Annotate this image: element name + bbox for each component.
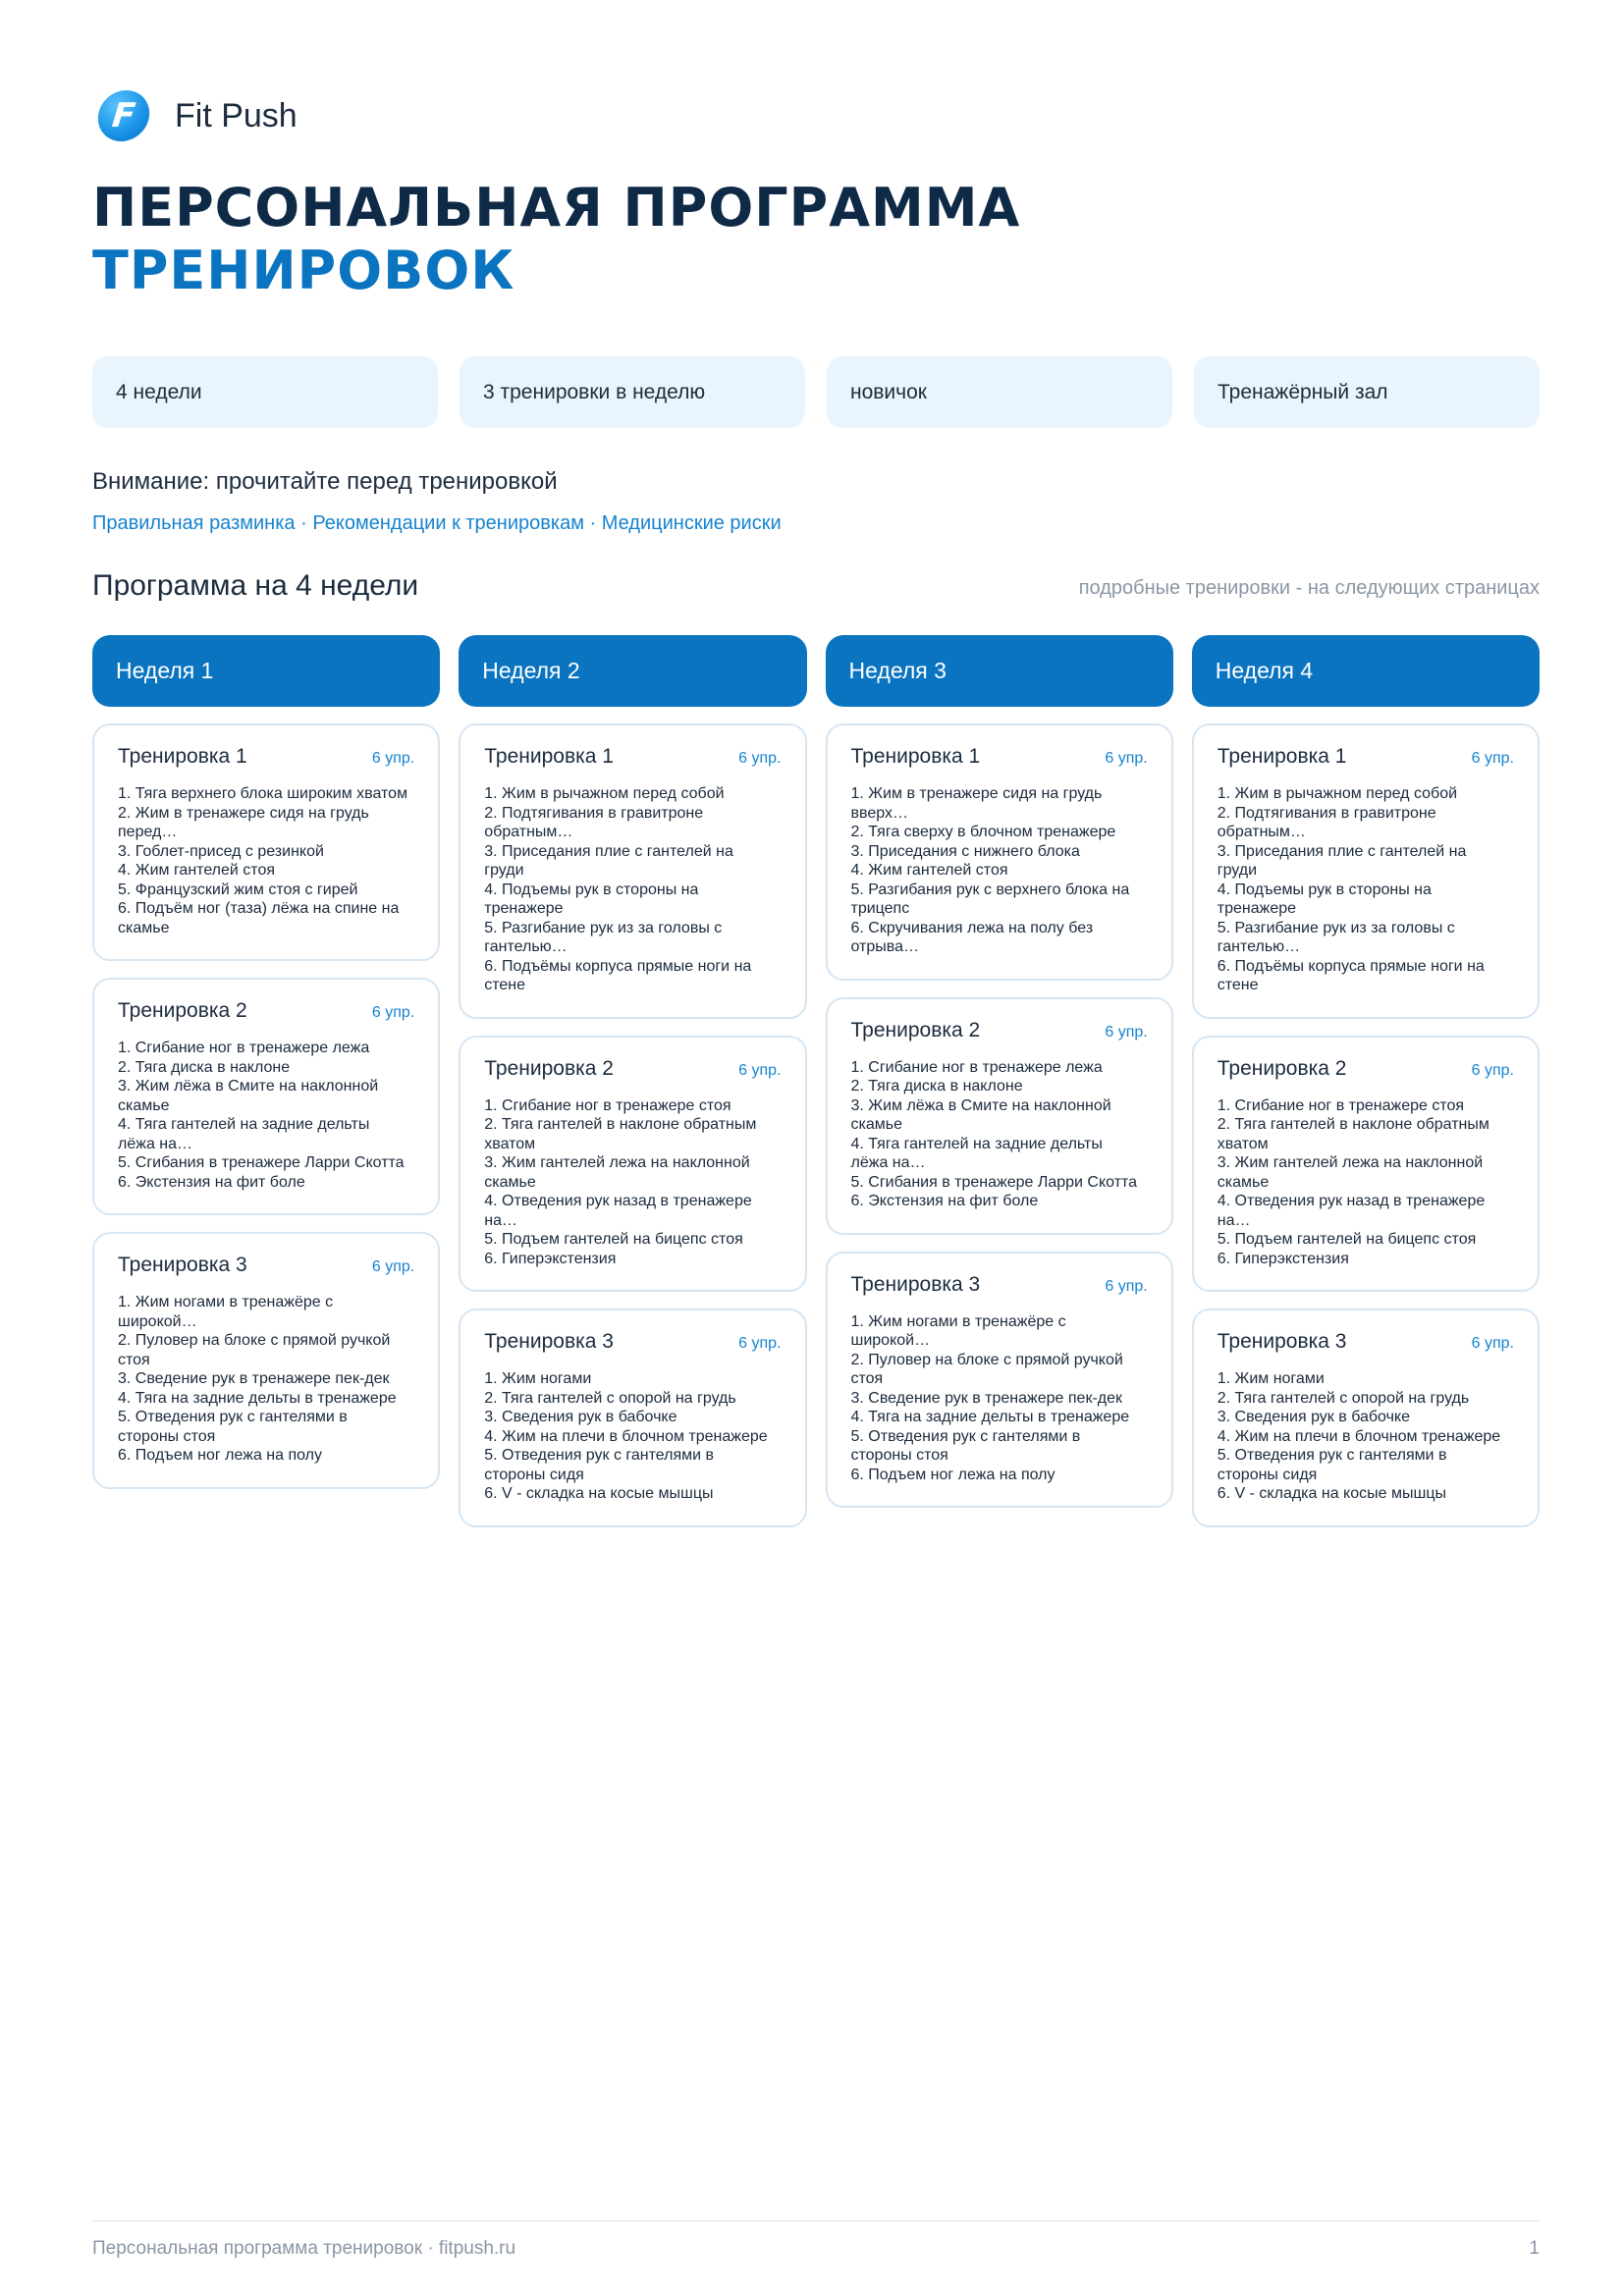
link-recommendations[interactable]: Рекомендации к тренировкам [312, 512, 584, 534]
exercise-line: 4. Тяга на задние дельты в тренажере [118, 1389, 397, 1407]
exercise-line: 3. Приседания с нижнего блока [850, 842, 1080, 860]
exercise-line: 6. Подъём ног (таза) лёжа на спине на [118, 900, 400, 917]
exercise-count-badge: 6 упр. [738, 750, 782, 767]
exercise-line: груди [484, 862, 524, 879]
exercise-line: 3. Сведения рук в бабочке [1217, 1409, 1411, 1425]
exercise-count-badge: 6 упр. [738, 1061, 782, 1079]
exercise-line: 3. Приседания плие с гантелей на [484, 842, 733, 860]
workout-card[interactable] [1192, 1036, 1540, 1293]
workout-card-header [484, 1330, 781, 1354]
exercise-line: обратным… [1217, 824, 1306, 840]
workout-card-header [851, 1019, 1148, 1042]
exercise-line: 3. Жим лёжа в Смите на наклонной [850, 1096, 1111, 1114]
workout-card-header [118, 999, 414, 1023]
exercise-line: стороны сидя [1217, 1466, 1318, 1483]
workout-card[interactable] [826, 1252, 1173, 1509]
exercise-count-badge: 6 упр. [1471, 1061, 1514, 1079]
weeks-grid [92, 635, 1540, 1527]
exercise-line: 6. Подъёмы корпуса прямые ноги на [1217, 957, 1485, 975]
workout-card-header [851, 1273, 1148, 1297]
workout-title: Тренировка 2 [850, 1018, 981, 1041]
page-title-line-2: ТРЕНИРОВОК [92, 240, 515, 301]
workout-card[interactable] [826, 997, 1173, 1235]
link-medical-risks[interactable]: Медицинские риски [601, 512, 782, 534]
exercise-line: 6. Экстензия на фит боле [850, 1193, 1039, 1209]
exercise-line: перед… [118, 824, 178, 840]
exercise-line: 3. Жим гантелей лежа на наклонной [484, 1154, 750, 1171]
workout-title: Тренировка 3 [1217, 1330, 1347, 1353]
exercise-line: 5. Подъем гантелей на бицепс стоя [1217, 1231, 1477, 1248]
workout-title: Тренировка 2 [1217, 1056, 1347, 1080]
exercise-line: 1. Сгибание ног в тренажере стоя [484, 1096, 731, 1114]
workout-card-header [851, 745, 1148, 769]
exercise-line: лёжа на… [118, 1135, 193, 1152]
workout-card[interactable] [92, 1232, 440, 1489]
exercise-line: стороны стоя [850, 1447, 948, 1464]
chip-location: Тренажёрный зал [1194, 356, 1540, 428]
week-column-1 [92, 635, 440, 1527]
workout-card-header [484, 1057, 781, 1081]
exercise-line: 5. Французский жим стоя с гирей [118, 881, 358, 898]
workout-title: Тренировка 2 [118, 999, 247, 1022]
exercise-line: лёжа на… [850, 1154, 926, 1171]
exercise-line: 2. Жим в тренажере сидя на грудь [118, 804, 369, 822]
week-column-2 [459, 635, 806, 1527]
link-separator: · [295, 512, 313, 534]
exercise-line: тренажере [484, 900, 564, 917]
exercise-line: 5. Отведения рук с гантелями в [1217, 1447, 1447, 1464]
exercise-count-badge: 6 упр. [371, 750, 415, 767]
exercise-line: хватом [484, 1135, 536, 1152]
exercise-line: 5. Сгибания в тренажере Ларри Скотта [850, 1173, 1138, 1191]
exercise-line: скамье [484, 1173, 536, 1191]
exercise-line: стороны сидя [484, 1466, 584, 1483]
exercise-line: 5. Отведения рук с гантелями в [484, 1447, 715, 1464]
exercise-line: хватом [1217, 1135, 1269, 1152]
chip-duration: 4 недели [92, 356, 438, 428]
program-note: подробные тренировки - на следующих страницах [1078, 577, 1540, 599]
workout-card[interactable] [459, 1308, 806, 1527]
program-title: Программа на 4 недели [92, 569, 419, 602]
brand [98, 90, 298, 141]
week-header: Неделя 2 [459, 635, 806, 707]
exercise-count-badge: 6 упр. [371, 1004, 415, 1021]
workout-card[interactable] [92, 723, 440, 961]
exercise-line: 1. Сгибание ног в тренажере стоя [1217, 1096, 1465, 1114]
workout-title: Тренировка 1 [484, 745, 614, 768]
exercise-line: скамье [118, 919, 170, 936]
exercise-line: 4. Тяга на задние дельты в тренажере [850, 1409, 1130, 1425]
exercise-line: 5. Сгибания в тренажере Ларри Скотта [118, 1154, 405, 1171]
exercise-line: 6. Экстензия на фит боле [118, 1173, 305, 1191]
workout-card[interactable] [92, 978, 440, 1215]
workout-card-header [1218, 1057, 1514, 1081]
week-header: Неделя 1 [92, 635, 440, 707]
exercise-count-badge: 6 упр. [1105, 1023, 1148, 1041]
brand-name: Fit Push [175, 96, 298, 134]
notice-links [92, 512, 782, 535]
exercise-line: 4. Жим на плечи в блочном тренажере [484, 1427, 768, 1445]
exercise-line: 1. Жим ногами [1217, 1370, 1325, 1387]
page-number: 1 [1529, 2238, 1540, 2259]
exercise-line: 6. Подъем ног лежа на полу [850, 1466, 1056, 1483]
exercise-line: стороны стоя [118, 1427, 216, 1445]
exercise-line: отрыва… [850, 938, 919, 955]
exercise-line: на… [1217, 1211, 1251, 1229]
exercise-count-badge: 6 упр. [1105, 1277, 1148, 1295]
exercise-line: 4. Жим гантелей стоя [850, 862, 1008, 879]
exercise-line: на… [484, 1211, 517, 1229]
workout-card[interactable] [459, 1036, 806, 1293]
exercise-line: 3. Сведение рук в тренажере пек-дек [850, 1389, 1122, 1407]
exercise-line: обратным… [484, 824, 573, 840]
program-summary-chips [92, 356, 1540, 428]
exercise-line: 5. Разгибание рук из за головы с [1217, 919, 1455, 936]
workout-title: Тренировка 1 [118, 745, 247, 768]
exercise-count-badge: 6 упр. [371, 1258, 415, 1275]
workout-card-header [118, 745, 414, 769]
exercise-line: 6. Подъёмы корпуса прямые ноги на [484, 957, 752, 975]
workout-title: Тренировка 1 [850, 745, 981, 768]
fit-push-logo-icon: F [95, 90, 151, 141]
workout-card-header [118, 1254, 414, 1277]
exercise-line: 2. Тяга гантелей в наклоне обратным [484, 1116, 757, 1133]
exercise-line: 2. Пуловер на блоке с прямой ручкой [850, 1351, 1123, 1368]
week-column-4 [1192, 635, 1540, 1527]
page-title-line-1: ПЕРСОНАЛЬНАЯ ПРОГРАММА [92, 177, 1021, 239]
exercise-line: 6. V - складка на косые мышцы [1217, 1485, 1446, 1502]
workout-title: Тренировка 1 [1217, 745, 1347, 768]
exercise-line: 1. Жим ногами [484, 1370, 592, 1387]
exercise-line: 1. Сгибание ног в тренажере лежа [118, 1040, 370, 1056]
week-header: Неделя 3 [826, 635, 1173, 707]
page-title [92, 177, 1020, 302]
exercise-line: 2. Тяга гантелей с опорой на грудь [484, 1389, 736, 1407]
exercise-line: 2. Подтягивания в гравитроне [484, 804, 704, 822]
workout-title: Тренировка 3 [850, 1272, 981, 1296]
exercise-line: 4. Подъемы рук в стороны на [1217, 881, 1432, 898]
exercise-line: 5. Разгибание рук из за головы с [484, 919, 723, 936]
exercise-line: гантелью… [484, 938, 568, 955]
exercise-line: 6. V - складка на косые мышцы [484, 1485, 714, 1502]
exercise-line: 6. Гиперэкстензия [484, 1250, 617, 1267]
exercise-line: 2. Тяга гантелей в наклоне обратным [1217, 1116, 1489, 1133]
notice-title: Внимание: прочитайте перед тренировкой [92, 468, 558, 495]
exercise-line: трицепс [850, 900, 910, 917]
exercise-line: 4. Отведения рук назад в тренажере [1217, 1193, 1486, 1209]
exercise-line: 3. Жим лёжа в Смите на наклонной [118, 1078, 379, 1095]
workout-title: Тренировка 2 [484, 1056, 614, 1080]
exercise-count-badge: 6 упр. [1471, 1335, 1514, 1352]
week-header: Неделя 4 [1192, 635, 1540, 707]
exercise-line: гантелью… [1217, 938, 1301, 955]
exercise-line: 3. Гоблет-присед с резинкой [118, 842, 324, 860]
exercise-line: 5. Отведения рук с гантелями в [118, 1409, 348, 1425]
workout-card-header [1218, 1330, 1514, 1354]
exercise-line: 6. Гиперэкстензия [1217, 1250, 1349, 1267]
workout-card-header [484, 745, 781, 769]
workout-card[interactable] [826, 723, 1173, 981]
exercise-line: вверх… [850, 804, 908, 822]
exercise-line: 3. Приседания плие с гантелей на [1217, 842, 1467, 860]
exercise-line: 5. Отведения рук с гантелями в [850, 1427, 1081, 1445]
exercise-count-badge: 6 упр. [1471, 750, 1514, 767]
link-separator: · [583, 512, 602, 534]
exercise-line: 1. Жим ногами в тренажёре с широкой… [118, 1294, 334, 1330]
week-column-3 [826, 635, 1173, 1527]
exercise-line: 2. Тяга сверху в блочном тренажере [850, 824, 1116, 840]
exercise-line: 2. Пуловер на блоке с прямой ручкой [118, 1332, 391, 1349]
footer-divider [92, 2220, 1540, 2221]
exercise-line: стоя [118, 1351, 150, 1368]
exercise-line: 4. Тяга гантелей на задние дельты [850, 1135, 1103, 1152]
workout-card[interactable] [1192, 723, 1540, 1019]
link-warmup[interactable]: Правильная разминка [92, 512, 296, 534]
exercise-line: 1. Тяга верхнего блока широким хватом [118, 785, 408, 802]
chip-frequency: 3 тренировки в неделю [460, 356, 805, 428]
exercise-line: 6. Подъем ног лежа на полу [118, 1447, 323, 1464]
exercise-line: 4. Тяга гантелей на задние дельты [118, 1116, 370, 1133]
workout-card[interactable] [1192, 1308, 1540, 1527]
exercise-line: 5. Разгибания рук с верхнего блока на [850, 881, 1130, 898]
workout-card-header [1218, 745, 1514, 769]
workout-title: Тренировка 3 [484, 1330, 614, 1353]
exercise-line: 4. Жим гантелей стоя [118, 862, 276, 879]
exercise-line: 2. Подтягивания в гравитроне [1217, 804, 1436, 822]
exercise-line: 1. Жим ногами в тренажёре с широкой… [850, 1312, 1066, 1349]
exercise-line: стоя [850, 1370, 884, 1387]
exercise-line: 3. Жим гантелей лежа на наклонной [1217, 1154, 1484, 1171]
exercise-line: 4. Подъемы рук в стороны на [484, 881, 699, 898]
workout-title: Тренировка 3 [118, 1254, 247, 1276]
exercise-line: скамье [850, 1116, 902, 1133]
exercise-count-badge: 6 упр. [1105, 750, 1148, 767]
exercise-line: 1. Жим в рычажном перед собой [1217, 785, 1458, 802]
chip-level: новичок [827, 356, 1172, 428]
exercise-line: 4. Жим на плечи в блочном тренажере [1217, 1427, 1501, 1445]
exercise-line: стене [1217, 977, 1259, 993]
exercise-line: 3. Сведения рук в бабочке [484, 1409, 677, 1425]
exercise-line: стене [484, 977, 526, 993]
exercise-line: 2. Тяга диска в наклоне [850, 1078, 1023, 1095]
exercise-line: скамье [1217, 1173, 1270, 1191]
exercise-line: 2. Тяга гантелей с опорой на грудь [1217, 1389, 1470, 1407]
exercise-line: 3. Сведение рук в тренажере пек-дек [118, 1370, 390, 1387]
exercise-line: скамье [118, 1096, 170, 1114]
exercise-line: 4. Отведения рук назад в тренажере [484, 1193, 752, 1209]
workout-card[interactable] [459, 723, 806, 1019]
exercise-line: 1. Жим в рычажном перед собой [484, 785, 725, 802]
exercise-line: 1. Сгибание ног в тренажере лежа [850, 1058, 1103, 1076]
footer-text: Персональная программа тренировок · fitpush.ru [92, 2238, 516, 2259]
exercise-count-badge: 6 упр. [738, 1335, 782, 1352]
exercise-line: тренажере [1217, 900, 1297, 917]
exercise-line: груди [1217, 862, 1258, 879]
exercise-line: 1. Жим в тренажере сидя на грудь [850, 785, 1103, 802]
exercise-line: 5. Подъем гантелей на бицепс стоя [484, 1231, 743, 1248]
exercise-line: 2. Тяга диска в наклоне [118, 1058, 291, 1076]
exercise-line: 6. Скручивания лежа на полу без [850, 919, 1094, 936]
